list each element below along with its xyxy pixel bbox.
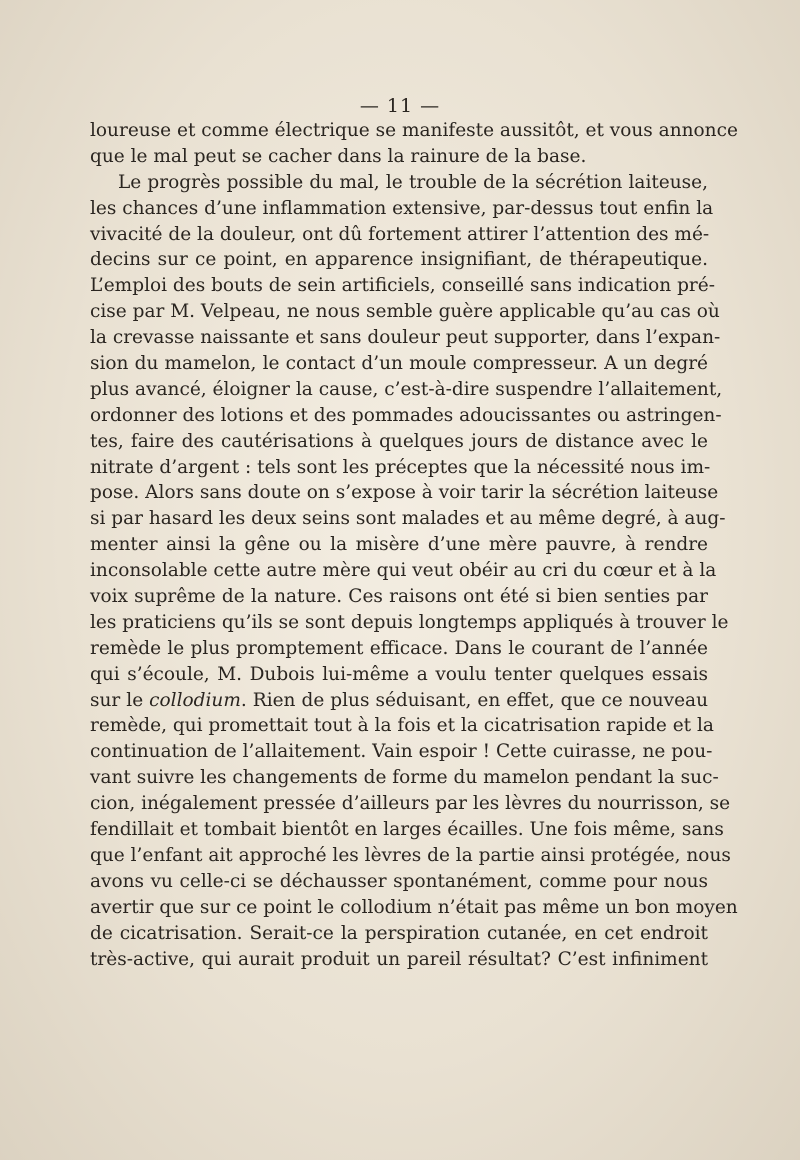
text-line: les chances d’une inflammation extensive, par-dessus tout enfin la (90, 197, 714, 219)
text-line: remède, qui promettait tout à la fois et la cicatrisation rapide et la (90, 715, 714, 737)
text-line: de cicatrisation. Serait-ce la perspiration cutanée, en cet endroit (90, 922, 708, 944)
body-text (90, 118, 738, 972)
text-fragment: sur le (90, 689, 150, 711)
text-line: si par hasard les deux seins sont malades et au même degré, à aug- (90, 508, 726, 530)
text-line: ordonner des lotions et des pommades adoucissantes ou astringen- (90, 404, 722, 426)
text-line: cion, inégalement pressée d’ailleurs par les lèvres du nourrisson, se (90, 793, 731, 815)
text-line: voix suprême de la nature. Ces raisons ont été si bien senties par (90, 586, 708, 608)
text-line-with-italic (90, 688, 708, 714)
text-line: qui s’écoule, M. Dubois lui-même a voulu tenter quelques essais (90, 663, 708, 685)
text-line: remède le plus promptement efficace. Dans le courant de l’année (90, 637, 708, 659)
text-line: avertir que sur ce point le collodium n’était pas même un bon moyen (90, 896, 738, 918)
text-line: cise par M. Velpeau, ne nous semble guère applicable qu’au cas où (90, 301, 720, 323)
text-line: sion du mamelon, le contact d’un moule compresseur. A un degré (90, 353, 708, 375)
text-line: avons vu celle-ci se déchausser spontanément, comme pour nous (90, 870, 708, 892)
text-line: très-active, qui aurait produit un pareil résultat? C’est infiniment (90, 948, 708, 970)
text-line: tes, faire des cautérisations à quelques jours de distance avec le (90, 430, 708, 452)
text-line: nitrate d’argent : tels sont les préceptes que la nécessité nous im- (90, 456, 711, 478)
text-fragment: . Rien de plus séduisant, en effet, que ce nouveau (240, 689, 708, 711)
text-line: continuation de l’allaitement. Vain espoir ! Cette cuirasse, ne pou- (90, 741, 713, 763)
text-line: inconsolable cette autre mère qui veut obéir au cri du cœur et à la (90, 560, 717, 582)
text-line: vant suivre les changements de forme du mamelon pendant la suc- (90, 767, 719, 789)
text-line: menter ainsi la gêne ou la misère d’une mère pauvre, à rendre (90, 534, 708, 556)
text-line: decins sur ce point, en apparence insignifiant, de thérapeutique. (90, 249, 708, 271)
text-line: que l’enfant ait approché les lèvres de la partie ainsi protégée, nous (90, 844, 731, 866)
text-line: les praticiens qu’ils se sont depuis longtemps appliqués à trouver le (90, 611, 729, 633)
text-line: vivacité de la douleur, ont dû fortement attirer l’attention des mé- (90, 223, 710, 245)
text-line: la crevasse naissante et sans douleur peut supporter, dans l’expan- (90, 327, 721, 349)
page-number: — 11 — (359, 95, 441, 117)
italic-term: collodium (149, 689, 241, 711)
text-line: fendillait et tombait bientôt en larges écailles. Une fois même, sans (90, 819, 724, 841)
paragraph-start-line: Le progrès possible du mal, le trouble de la sécrétion laiteuse, (118, 171, 708, 193)
text-line: plus avancé, éloigner la cause, c’est-à-dire suspendre l’allaitement, (90, 378, 723, 400)
text-line: L’emploi des bouts de sein artificiels, conseillé sans indication pré- (90, 275, 715, 297)
text-line: que le mal peut se cacher dans la rainure de la base. (90, 145, 587, 167)
text-line: loureuse et comme électrique se manifeste aussitôt, et vous annonce (90, 120, 738, 141)
text-line: pose. Alors sans doute on s’expose à voir tarir la sécrétion laiteuse (90, 482, 719, 504)
